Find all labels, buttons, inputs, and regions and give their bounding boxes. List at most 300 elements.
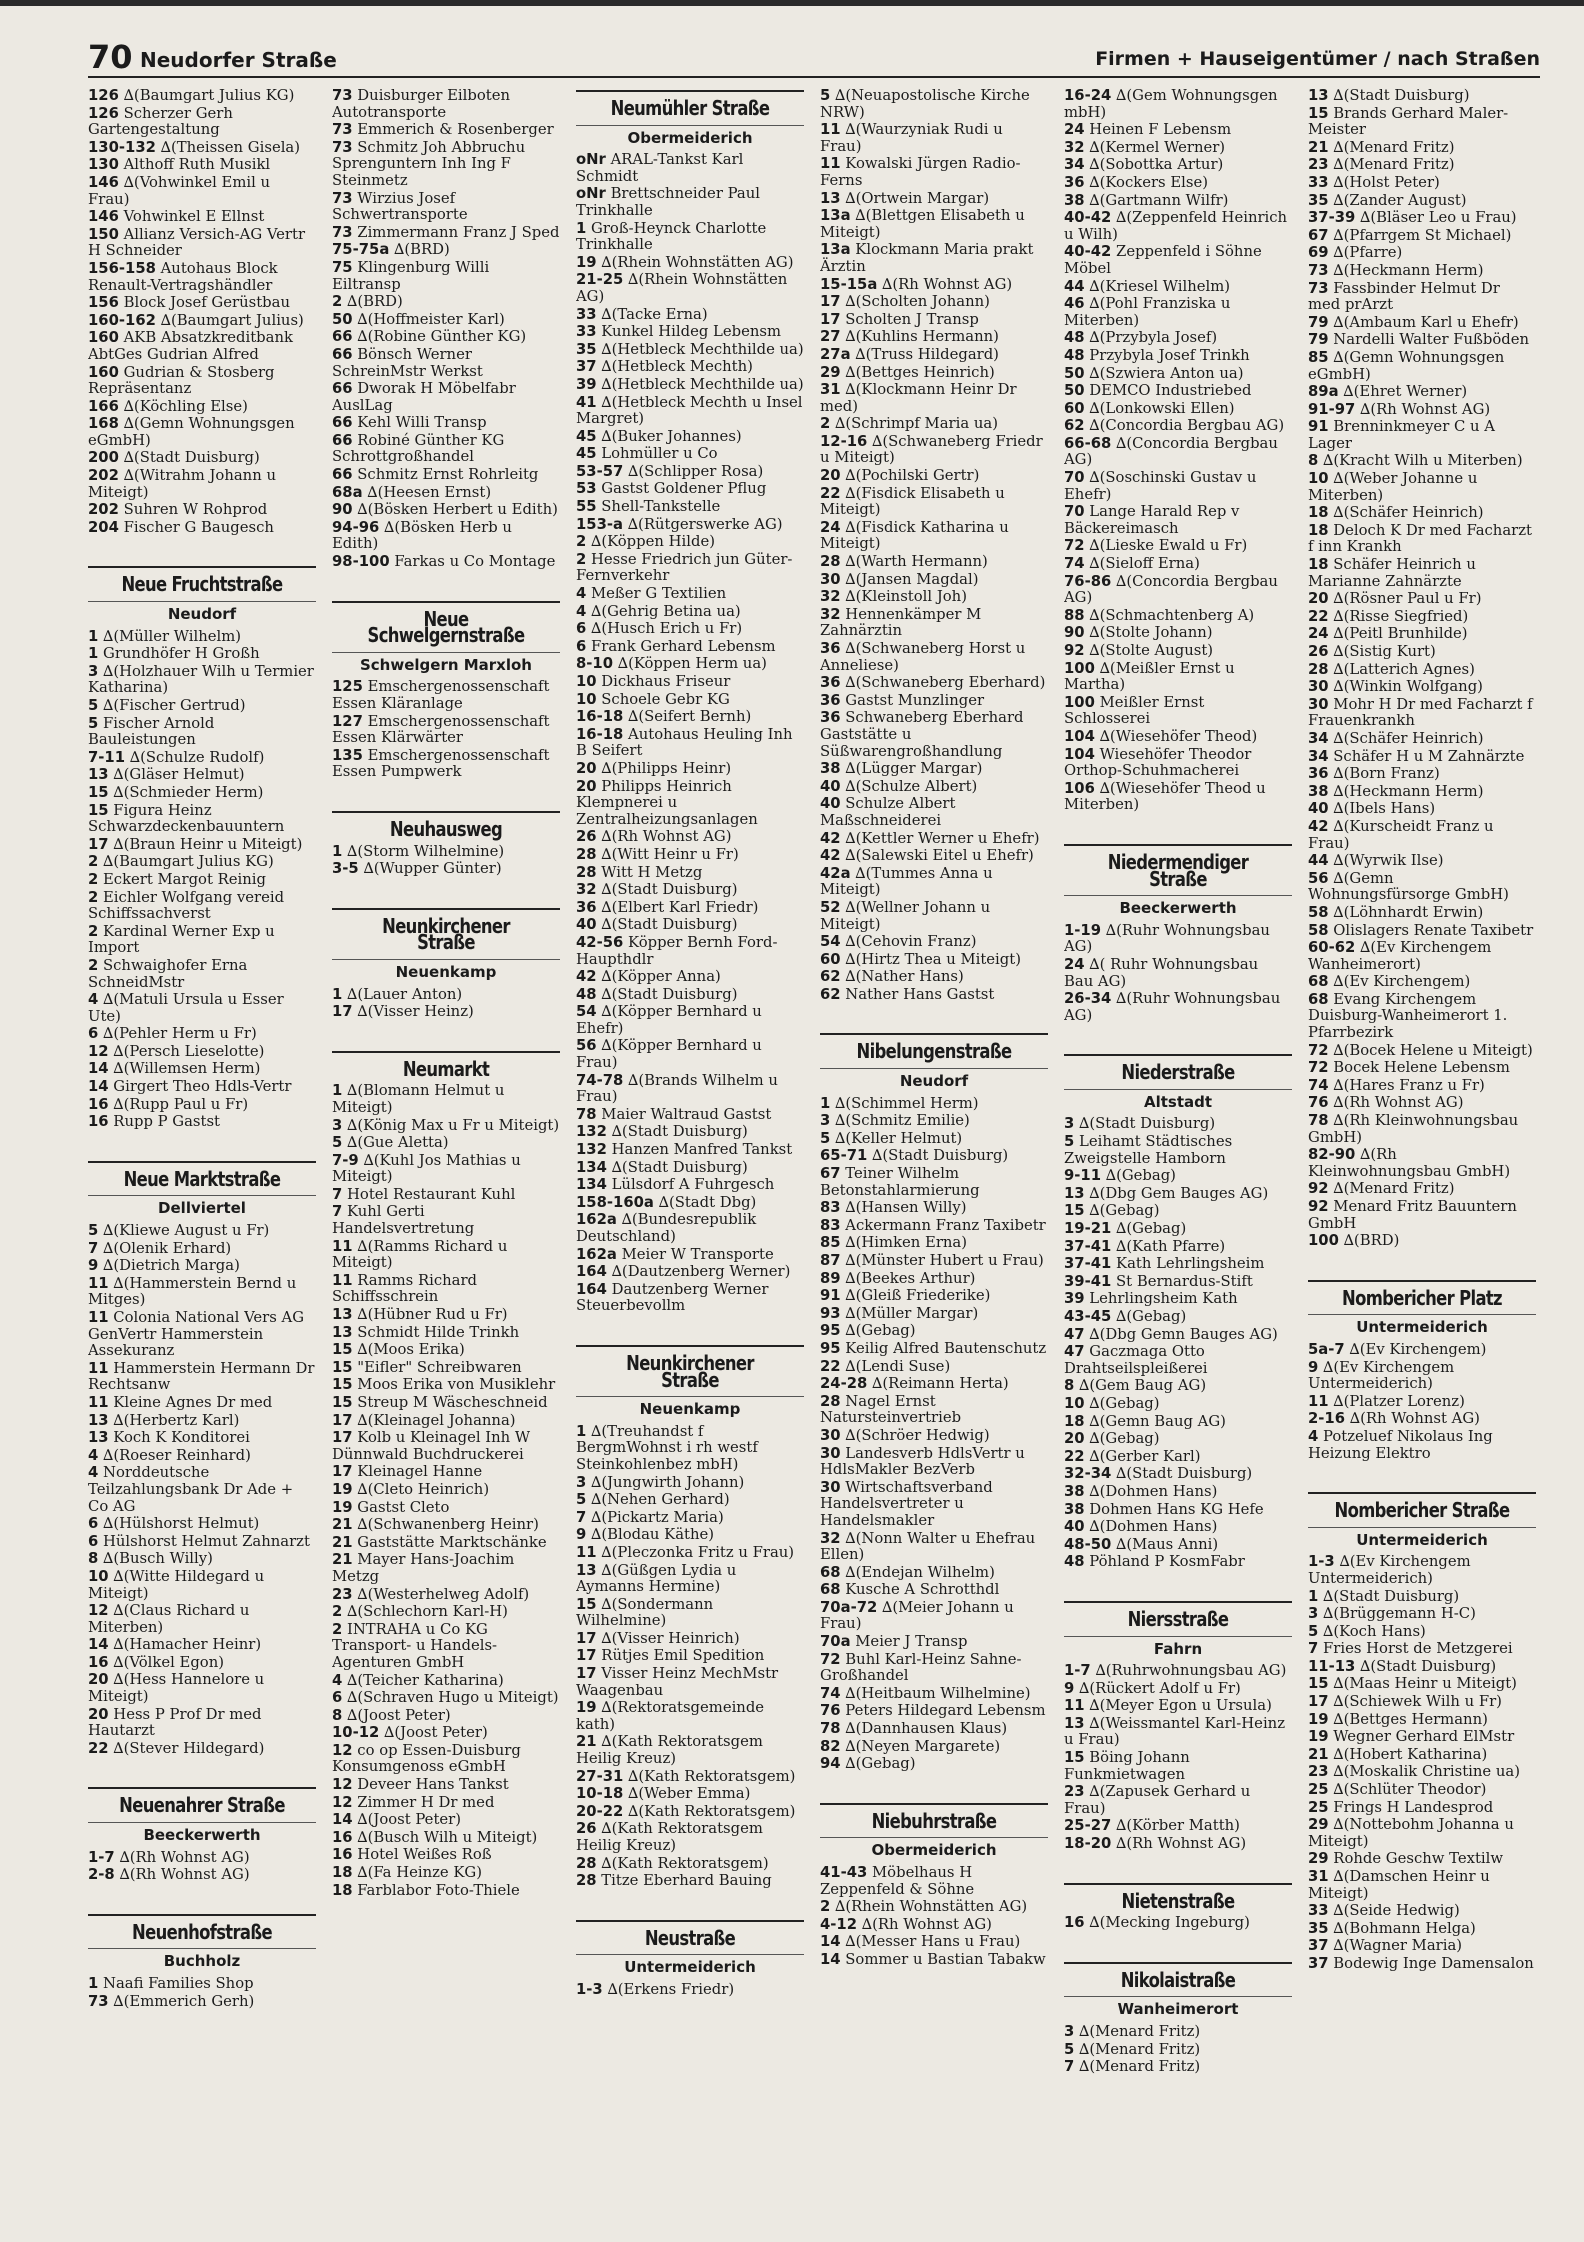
street-name: Neuhausweg [389, 816, 503, 841]
directory-entry [820, 1096, 1048, 1113]
entry-text: ∆(Winkin Wolfgang) [1328, 678, 1483, 696]
directory-entry [88, 698, 316, 715]
house-number: 15 [88, 783, 109, 801]
house-number: 85 [1308, 348, 1329, 366]
street-heading [88, 1787, 316, 1843]
house-number: 69 [1308, 244, 1329, 262]
district-name: Altstadt [1064, 1089, 1292, 1111]
house-number: 17 [332, 1463, 353, 1481]
entry-text: ∆(Pleczonka Fritz u Frau) [596, 1543, 795, 1561]
entry-text: ∆(Mecking Ingeburg) [1084, 1914, 1250, 1932]
directory-entry [1308, 626, 1536, 643]
directory-entry [1308, 1903, 1536, 1920]
directory-entry [576, 1734, 804, 1767]
entry-text: Lange Harald Rep v Bäckereimasch [1064, 503, 1240, 537]
house-number: 33 [576, 305, 597, 323]
street-heading [88, 1161, 316, 1217]
column-3 [576, 88, 804, 2218]
entry-text: ∆(BRD) [389, 241, 450, 259]
entry-text: ∆(Gebag) [1111, 1220, 1187, 1238]
house-number: 16 [88, 1653, 109, 1671]
directory-entry [1308, 471, 1536, 504]
entry-text: ∆(Bettges Hermann) [1328, 1710, 1488, 1728]
entry-text: ∆(Busch Wilh u Miteigt) [352, 1828, 538, 1846]
directory-entry [576, 1648, 804, 1665]
entry-text: Norddeutsche Teilzahlungsbank Dr Ade + Co AG [88, 1464, 294, 1515]
directory-entry [820, 866, 1048, 899]
entry-text: ∆(Hares Franz u Fr) [1328, 1076, 1485, 1094]
directory-entry [576, 517, 804, 534]
directory-entry [576, 377, 804, 394]
house-number: 67 [820, 1165, 841, 1183]
entry-text: ∆(Schäfer Heinrich) [1328, 504, 1484, 522]
house-number: 19 [332, 1480, 353, 1498]
entry-text: ∆(Weber Emma) [623, 1785, 751, 1803]
house-number: 34 [1308, 747, 1329, 765]
house-number: 36 [820, 691, 841, 709]
house-number: 21 [332, 1516, 353, 1534]
directory-entry [1308, 557, 1536, 590]
house-number: 18 [1308, 504, 1329, 522]
entry-text: Fischer G Baugesch [118, 518, 274, 536]
entry-text: ∆(Stadt Duisburg) [867, 1147, 1009, 1165]
house-number: 78 [1308, 1112, 1329, 1130]
house-number: 2 [88, 956, 99, 974]
street-heading [820, 1033, 1048, 1089]
house-number: 53 [576, 480, 597, 498]
house-number: 37-41 [1064, 1255, 1112, 1273]
house-number: 33 [576, 323, 597, 341]
entry-text: Kowalski Jürgen Radio-Ferns [820, 155, 1021, 189]
house-number: 20 [88, 1705, 109, 1723]
entry-text: ∆(Löhnhardt Erwin) [1328, 903, 1484, 921]
house-number: 36 [820, 674, 841, 692]
entry-text: ∆(Beekes Arthur) [840, 1269, 976, 1287]
house-number: 2 [576, 533, 587, 551]
directory-entry [88, 157, 316, 174]
entry-text: Emmerich & Rosenberger [352, 121, 554, 139]
directory-entry [1064, 1291, 1292, 1308]
entry-text: ∆(Kath Rektoratsgem Heilig Kreuz) [576, 1820, 763, 1854]
house-number: 12-16 [820, 432, 868, 450]
entry-text: Nather Hans Gastst [840, 985, 995, 1003]
house-number: 16 [88, 1113, 109, 1131]
entry-text: ∆(Waurzyniak Rudi u Frau) [820, 121, 1003, 155]
entry-text: ∆(Witrahm Johann u Miteigt) [88, 467, 276, 501]
entry-text: Meißler Ernst Schlosserei [1064, 693, 1205, 728]
directory-entry [88, 175, 316, 208]
house-number: 10 [576, 690, 597, 708]
house-number: 39-41 [1064, 1272, 1112, 1290]
street-name: Neuenhofstraße [132, 1919, 272, 1944]
entry-text: Kunkel Hildeg Lebensm [596, 323, 781, 341]
directory-entry [1064, 1431, 1292, 1448]
house-number: 1 [332, 1082, 343, 1100]
directory-entry [1308, 350, 1536, 383]
directory-entry [576, 1786, 804, 1803]
house-number: 204 [88, 518, 119, 536]
directory-entry [332, 1342, 560, 1359]
directory-entry [88, 1395, 316, 1412]
house-number: 89 [820, 1269, 841, 1287]
entry-text: ∆(Keller Helmut) [830, 1129, 963, 1147]
directory-entry [576, 272, 804, 305]
directory-entry [1064, 366, 1292, 383]
entry-text: Rütjes Emil Spedition [596, 1647, 765, 1665]
house-number: 1 [332, 842, 343, 860]
entry-text: Rohde Geschw Textilw [1328, 1850, 1504, 1868]
entry-text: ∆(Hobert Katharina) [1328, 1745, 1488, 1763]
house-number: 88 [1064, 606, 1085, 624]
entry-text: Rupp P Gastst [108, 1113, 220, 1131]
entry-text: Scholten J Transp [840, 310, 979, 328]
directory-entry [88, 664, 316, 697]
entry-text: ∆(Westerhelweg Adolf) [352, 1585, 530, 1603]
directory-entry [88, 837, 316, 854]
entry-text: Deloch K Dr med Facharzt f inn Krankh [1308, 521, 1532, 556]
directory-entry [1308, 591, 1536, 608]
entry-text: ∆(Schwaneberg Eberhard) [840, 674, 1046, 692]
house-number: 16-18 [576, 725, 624, 743]
street-name: Niersstraße [1127, 1606, 1229, 1631]
entry-text: Wiesehöfer Theodor Orthop-Schuhmacherei [1064, 745, 1252, 780]
directory-entry [88, 295, 316, 312]
directory-entry [1308, 1921, 1536, 1938]
entry-text: Frank Gerhard Lebensm [586, 637, 776, 655]
directory-entry [332, 1430, 560, 1463]
house-number: 72 [820, 1650, 841, 1668]
entry-text: ∆(Joost Peter) [352, 1811, 461, 1829]
entry-text: ∆(Menard Fritz) [1074, 2058, 1201, 2076]
house-number: 31 [820, 381, 841, 399]
house-number: 42a [820, 864, 851, 882]
directory-entry [576, 847, 804, 864]
directory-entry [576, 534, 804, 551]
house-number: 100 [1064, 693, 1095, 711]
entry-text: Eichler Wolfgang vereid Schiffssachverst [88, 888, 285, 923]
directory-entry [332, 381, 560, 414]
entry-text: ∆(Gue Aletta) [342, 1134, 449, 1152]
entry-text: ∆(Schwaneberg Friedr u Miteigt) [820, 432, 1043, 467]
entry-text: Block Josef Gerüstbau [118, 294, 290, 312]
house-number: 17 [820, 293, 841, 311]
house-number: 60 [1064, 399, 1085, 417]
street-heading [1308, 1280, 1536, 1336]
house-number: 10 [1308, 470, 1329, 488]
house-number: 33 [1308, 1902, 1329, 1920]
house-number: 5 [1064, 2040, 1075, 2058]
directory-entry [1064, 1449, 1292, 1466]
entry-text: ∆(Matuli Ursula u Esser Ute) [88, 991, 284, 1025]
column-1 [88, 88, 316, 2218]
entry-text: ∆(Busch Willy) [98, 1550, 213, 1568]
entry-text: Keilig Alfred Bautenschutz [840, 1339, 1047, 1357]
entry-text: ∆(Risse Siegfried) [1328, 607, 1469, 625]
directory-entry [820, 156, 1048, 189]
directory-entry [332, 1153, 560, 1186]
directory-entry [576, 499, 804, 516]
directory-entry [332, 1083, 560, 1116]
entry-text: Kleinagel Hanne [352, 1463, 483, 1481]
house-number: 28 [576, 1872, 597, 1890]
entry-text: ∆(Ibels Hans) [1328, 800, 1436, 818]
entry-text: Hotel Weißes Roß [352, 1846, 492, 1864]
directory-entry [1064, 1116, 1292, 1133]
directory-entry [88, 1994, 316, 2011]
directory-entry [1064, 140, 1292, 157]
house-number: 62 [1064, 417, 1085, 435]
house-number: 72 [1308, 1041, 1329, 1059]
street-name: Nombericher Platz [1342, 1285, 1502, 1310]
street-name: Neumarkt [402, 1056, 490, 1081]
house-number: 32 [820, 605, 841, 623]
entry-text: ∆(Hammerstein Bernd u Mitges) [88, 1274, 297, 1309]
house-number: 74-78 [576, 1071, 624, 1089]
directory-entry [1308, 157, 1536, 174]
entry-text: ∆(Roeser Reinhard) [98, 1446, 251, 1464]
entry-text: ∆(Gemn Baug AG) [1084, 1412, 1226, 1430]
directory-entry [576, 1527, 804, 1544]
directory-entry [88, 1114, 316, 1131]
house-number: 34 [1064, 156, 1085, 174]
directory-entry [576, 221, 804, 254]
entry-text: Lülsdorf A Fuhrgesch [606, 1176, 775, 1194]
directory-entry [576, 1264, 804, 1281]
entry-text: ∆(Husch Erich u Fr) [586, 620, 743, 638]
house-number: 28 [576, 1854, 597, 1872]
house-number: 42 [576, 968, 597, 986]
house-number: 23 [332, 1585, 353, 1603]
directory-entry [820, 934, 1048, 951]
entry-text: ∆(Gebag) [1084, 1394, 1160, 1412]
street-heading [1308, 1492, 1536, 1548]
entry-text: Wirzius Josef Schwertransporte [332, 189, 468, 224]
entry-text: ∆(Holst Peter) [1328, 173, 1440, 191]
entry-text: ∆(Cehovin Franz) [840, 933, 977, 951]
house-number: 132 [576, 1123, 607, 1141]
house-number: 41-43 [820, 1864, 868, 1881]
entry-text: ∆(Latterich Agnes) [1328, 660, 1475, 678]
directory-entry [1308, 523, 1536, 556]
directory-entry [1308, 1764, 1536, 1781]
entry-text: ∆(Menard Fritz) [1328, 1180, 1455, 1198]
directory-entry [576, 829, 804, 846]
entry-text: ∆(Kuhlins Hermann) [840, 328, 999, 346]
house-number: 24 [1064, 121, 1085, 139]
directory-entry [1064, 923, 1292, 956]
entry-text: Kolb u Kleinagel Inh W Dünnwald Buchdruckerei [332, 1429, 531, 1463]
entry-text: Schmitz Joh Abbruchu Sprenguntern Inh Ing F Steinmetz [332, 138, 526, 189]
entry-text: Moos Erika von Musiklehr [352, 1376, 556, 1394]
directory-entry [820, 1271, 1048, 1288]
entry-text: ∆(Stadt Duisburg) [1074, 1115, 1216, 1133]
directory-entry [820, 329, 1048, 346]
directory-entry [332, 861, 560, 878]
directory-entry [88, 1976, 316, 1993]
directory-entry [88, 261, 316, 294]
entry-text: ∆(Köppen Herm ua) [613, 655, 767, 673]
entry-text: Dworak H Möbelfabr AuslLag [332, 380, 516, 414]
house-number: 34 [1308, 729, 1329, 747]
entry-text: ∆(Bläser Leo u Frau) [1355, 209, 1517, 227]
entry-text: Allianz Versich-AG Vertr H Schneider [88, 225, 306, 260]
directory-entry [820, 1306, 1048, 1323]
house-number: 27 [820, 328, 841, 346]
directory-entry [1064, 504, 1292, 537]
directory-entry [1308, 1060, 1536, 1077]
directory-entry [820, 693, 1048, 710]
house-number: 7 [1308, 1640, 1319, 1658]
entry-text: ∆(Ev Kirchengem Wanheimerort) [1308, 939, 1492, 973]
entry-text: ∆(Fischer Gertrud) [98, 697, 246, 714]
directory-entry [576, 1177, 804, 1194]
house-number: 21 [332, 1533, 353, 1551]
entry-text: Witt H Metzg [596, 863, 703, 881]
entry-text: ∆(Dohmen Hans) [1084, 1518, 1218, 1536]
house-number: 92 [1308, 1180, 1329, 1198]
house-number: 16 [1064, 1914, 1085, 1932]
entry-text: ∆(Rh Wohnst AG) [596, 828, 732, 846]
directory-entry [576, 621, 804, 638]
house-number: 73 [332, 223, 353, 241]
directory-entry [1064, 1915, 1292, 1932]
directory-entry [1064, 1256, 1292, 1273]
directory-entry [1308, 140, 1536, 157]
house-number: 16-18 [576, 708, 624, 726]
entry-text: Hülshorst Helmut Zahnarzt [98, 1532, 310, 1550]
entry-text: ∆(Wiesehöfer Theod u Miterben) [1064, 779, 1266, 814]
directory-entry [332, 1743, 560, 1776]
directory-entry [1308, 992, 1536, 1042]
directory-entry [332, 1517, 560, 1534]
house-number: 73 [88, 1992, 109, 2010]
street-heading [332, 1051, 560, 1081]
directory-entry [820, 572, 1048, 589]
directory-entry [820, 1341, 1048, 1358]
house-number: 50 [332, 310, 353, 328]
entry-text: Teiner Wilhelm Betonstahlarmierung [820, 1165, 980, 1199]
directory-entry [1308, 1606, 1536, 1623]
directory-entry [1064, 1537, 1292, 1554]
directory-entry [1064, 1554, 1292, 1571]
entry-text: ∆(Ev Kirchengem) [1328, 973, 1471, 991]
entry-text: ∆(Hetbleck Mechth) [596, 358, 753, 376]
directory-entry [820, 1703, 1048, 1720]
entry-text: ∆(Rh Wohnst AG) [1328, 1094, 1464, 1112]
directory-entry [88, 1079, 316, 1096]
street-name: Nombericher Straße [1334, 1498, 1510, 1523]
house-number: 35 [1308, 1919, 1329, 1937]
directory-entry [576, 446, 804, 463]
house-number: 23 [1308, 156, 1329, 174]
house-number: 3 [332, 1116, 343, 1134]
house-number: 17 [1308, 1693, 1329, 1711]
house-number: 73 [1308, 261, 1329, 279]
house-number: 14 [820, 1933, 841, 1951]
house-number: 82-90 [1308, 1146, 1356, 1164]
entry-text: ∆(Soschinski Gustav u Ehefr) [1064, 469, 1257, 503]
entry-text: Girgert Theo Hdls-Vertr [108, 1078, 292, 1096]
directory-entry [576, 255, 804, 272]
street-heading [332, 811, 560, 841]
house-number: 68 [1308, 990, 1329, 1008]
house-number: 26 [576, 1820, 597, 1838]
entry-text: ∆(Nottebohm Johanna u Miteigt) [1308, 1816, 1514, 1850]
house-number: 78 [576, 1105, 597, 1123]
entry-text: ∆(Ramms Richard u Miteigt) [332, 1237, 508, 1272]
directory-entry [576, 865, 804, 882]
directory-entry [1308, 1342, 1536, 1359]
house-number: 40 [1308, 800, 1329, 818]
entry-text: ∆(Zander August) [1328, 191, 1467, 209]
directory-entry [820, 589, 1048, 606]
entry-text: Figura Heinz Schwarzdeckenbauuntern [88, 801, 285, 836]
house-number: 3-5 [332, 860, 359, 878]
house-number: 17 [820, 310, 841, 328]
entry-text: ∆(Stadt Duisburg) [1111, 1465, 1253, 1483]
house-number: 21 [1308, 138, 1329, 156]
entry-text: Brands Gerhard Maler-Meister [1308, 104, 1509, 139]
house-number: 6 [88, 1515, 99, 1533]
directory-entry [1308, 1043, 1536, 1060]
directory-entry [576, 1282, 804, 1315]
entry-text: ∆(Stadt Duisburg) [1355, 1657, 1497, 1675]
house-number: 14 [820, 1950, 841, 1968]
section-title: Firmen + Hauseigentümer / nach Straßen [1095, 48, 1540, 70]
entry-text: ∆(Bocek Helene u Miteigt) [1328, 1041, 1533, 1059]
house-number: 8-10 [576, 655, 614, 673]
directory-entry [1064, 781, 1292, 814]
directory-entry [1064, 957, 1292, 990]
street-heading [1064, 1962, 1292, 2018]
entry-text: Landesverb HdlsVertr u HdlsMakler BezVerb [820, 1444, 1025, 1479]
house-number: 5 [88, 697, 99, 714]
directory-entry [1308, 1729, 1536, 1746]
directory-entry [1064, 1818, 1292, 1835]
street-heading [576, 1920, 804, 1976]
entry-text: ∆(Buker Johannes) [596, 427, 742, 445]
directory-entry [576, 429, 804, 446]
directory-entry [1064, 538, 1292, 555]
entry-text: ∆(Claus Richard u Miterben) [88, 1602, 250, 1636]
entry-text: ∆(Willemsen Herm) [108, 1060, 261, 1078]
entry-text: ∆(Concordia Bergbau AG) [1064, 434, 1278, 469]
house-number: 85 [820, 1234, 841, 1252]
house-number: 13a [820, 207, 851, 225]
entry-text: Emschergenossenschaft Essen Pumpwerk [332, 746, 550, 781]
entry-text: ∆(Gebag) [840, 1322, 916, 1340]
entry-text: ∆(Weber Johanne u Miterben) [1308, 470, 1478, 504]
entry-text: ∆(Schmitz Emilie) [830, 1112, 970, 1130]
directory-entry [576, 1804, 804, 1821]
house-number: 1-7 [1064, 1662, 1091, 1680]
entry-text: ∆(Herbertz Karl) [108, 1411, 240, 1429]
entry-text: ∆(Heckmann Herm) [1328, 782, 1484, 800]
street-name: Nikolaistraße [1120, 1967, 1236, 1992]
house-number: 90 [332, 501, 353, 519]
house-number: 6 [576, 637, 587, 655]
street-name: Neunkirchener Straße [382, 913, 510, 955]
directory-entry [1308, 228, 1536, 245]
entry-text: ∆(Schmachtenberg A) [1084, 606, 1255, 624]
house-number: 13 [820, 189, 841, 207]
house-number: 22 [1308, 607, 1329, 625]
district-name: Buchholz [88, 1948, 316, 1970]
directory-entry [1308, 1554, 1536, 1587]
directory-entry [1064, 643, 1292, 660]
house-number: 39 [1064, 1290, 1085, 1308]
entry-text: ∆(Schwanenberg Heinr) [352, 1516, 539, 1534]
